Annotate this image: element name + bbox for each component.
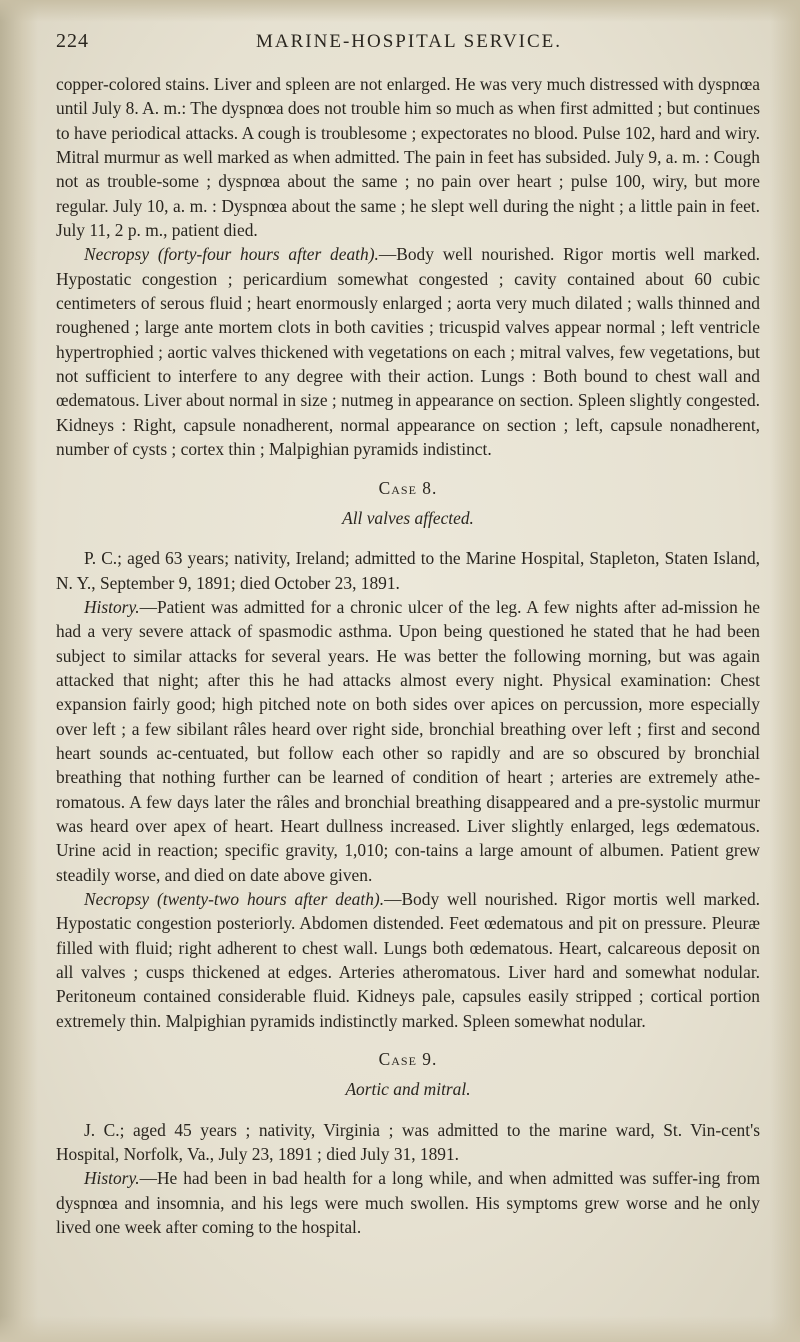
history-label: History. xyxy=(84,1168,140,1189)
body-text xyxy=(56,72,760,1239)
case-8-heading: Case 8. xyxy=(378,477,438,498)
page-edge-top xyxy=(0,0,800,22)
history-text: —He had been in bad health for a long while, and when admitted was suffer-ing from dyspnœa and insomnia, and his legs were much swollen. His symptoms grew worse and he only lived one week after coming to the hospital. xyxy=(56,1168,760,1238)
history-text: —Patient was admitted for a chronic ulcer of the leg. A few nights after ad-mission he had a very severe attack of spasmodic asthma. Upon being questioned he stated that he had been subject to similar attacks for several years. He was better the following morning, but was again attacked that night; after this he had attacks almost every night. Physical examination: Chest expansion fairly good; high pitched note on both sides over apices on percussion, more especially over left ; a few sibilant râles heard over right side, bronchial breathing over left ; first and second heart sounds ac-centuated, but follow each other so rapidly and are so obscured by bronchial breathing that nothing further can be learned of condition of heart ; arteries are extremely athe-romatous. A few days later the râles and bronchial breathing disappeared and a pre-systolic murmur was heard over apex of heart. Heart dullness increased. Liver slightly enlarged, legs œdematous. Urine acid in reaction; specific gravity, 1,010; con-tains a large amount of albumen. Patient grew steadily worse, and died on date above given. xyxy=(56,596,760,885)
necropsy-label: Necropsy (twenty-two hours after death). xyxy=(84,889,385,909)
necropsy-text: —Body well nourished. Rigor mortis well marked. Hypostatic congestion posteriorly. Abdomen distended. Feet œdematous and pit on pressure. Pleuræ filled with fluid; right adherent to chest wall. Lungs both œdematous. Heart, calcareous deposit on all valves ; cusps thickened at edges. Arteries atheromatous. Liver hard and somewhat nodular. Peritoneum contained considerable fluid. Kidneys pale, capsules easily stripped ; cortical portion extremely thin. Malpighian pyramids indistinctly marked. Spleen somewhat nodular. xyxy=(56,889,761,1031)
paragraph-case8-intro: P. C.; aged 63 years; nativity, Ireland; admitted to the Marine Hospital, Stapleton, Staten Island, N. Y., September 9, 1891; died October 23, 1891. xyxy=(56,548,760,593)
paragraph-case9-intro: J. C.; aged 45 years ; nativity, Virginia ; was admitted to the marine ward, St. Vin-cent's Hospital, Norfolk, Va., July 23, 1891 ; died July 31, 1891. xyxy=(56,1119,760,1165)
paragraph-case7-continued: copper-colored stains. Liver and spleen are not enlarged. He was very much distressed with dyspnœa until July 8. A. m.: The dyspnœa does not trouble him so much as when first admitted ; but continues to have periodical attacks. A cough is troublesome ; expectorates no blood. Pulse 102, hard and wiry. Mitral murmur as well marked as when admitted. The pain in feet has subsided. July 9, a. m. : Cough not as trouble-some ; dyspnœa about the same ; no pain over heart ; pulse 100, wiry, but more regular. July 10, a. m. : Dyspnœa about the same ; he slept well during the night ; a little pain in feet. July 11, 2 p. m., patient died. xyxy=(56,74,760,241)
running-title: MARINE-HOSPITAL SERVICE. xyxy=(256,31,563,52)
paragraph-history-case8 xyxy=(56,595,760,887)
case-8-subheading: All valves affected. xyxy=(342,507,474,528)
paragraph-necropsy-case7 xyxy=(56,242,760,461)
page-edge-left xyxy=(0,0,38,1342)
page-edge-bottom xyxy=(0,1316,800,1342)
necropsy-label: Necropsy (forty-four hours after death). xyxy=(84,244,379,265)
paragraph-necropsy-case8 xyxy=(56,887,760,1033)
paragraph-history-case9 xyxy=(56,1166,760,1239)
page-edge-right xyxy=(770,0,800,1342)
case-9-subheading: Aortic and mitral. xyxy=(345,1079,471,1100)
case-9-heading: Case 9. xyxy=(378,1049,438,1070)
history-label: History. xyxy=(84,596,140,617)
page-number: 224 xyxy=(56,30,89,52)
page-header xyxy=(56,30,756,54)
necropsy-text: —Body well nourished. Rigor mortis well marked. Hypostatic congestion ; pericardium somewhat congested ; cavity contained about 60 cubic centimeters of serous fluid ; heart enormously enlarged ; aorta very much dilated ; walls thinned and roughened ; large ante mortem clots in both cavities ; tricuspid valves appear normal ; left ventricle hypertrophied ; aortic valves thickened with vegetations on each ; mitral valves, few vegetations, but not sufficient to interfere to any degree with their action. Lungs : Both bound to chest wall and œdematous. Liver about normal in size ; nutmeg in appearance on section. Spleen slightly congested. Kidneys : Right, capsule nonadherent, normal appearance on section ; left, capsule nonadherent, number of cysts ; cortex thin ; Malpighian pyramids indistinct. xyxy=(56,244,760,460)
